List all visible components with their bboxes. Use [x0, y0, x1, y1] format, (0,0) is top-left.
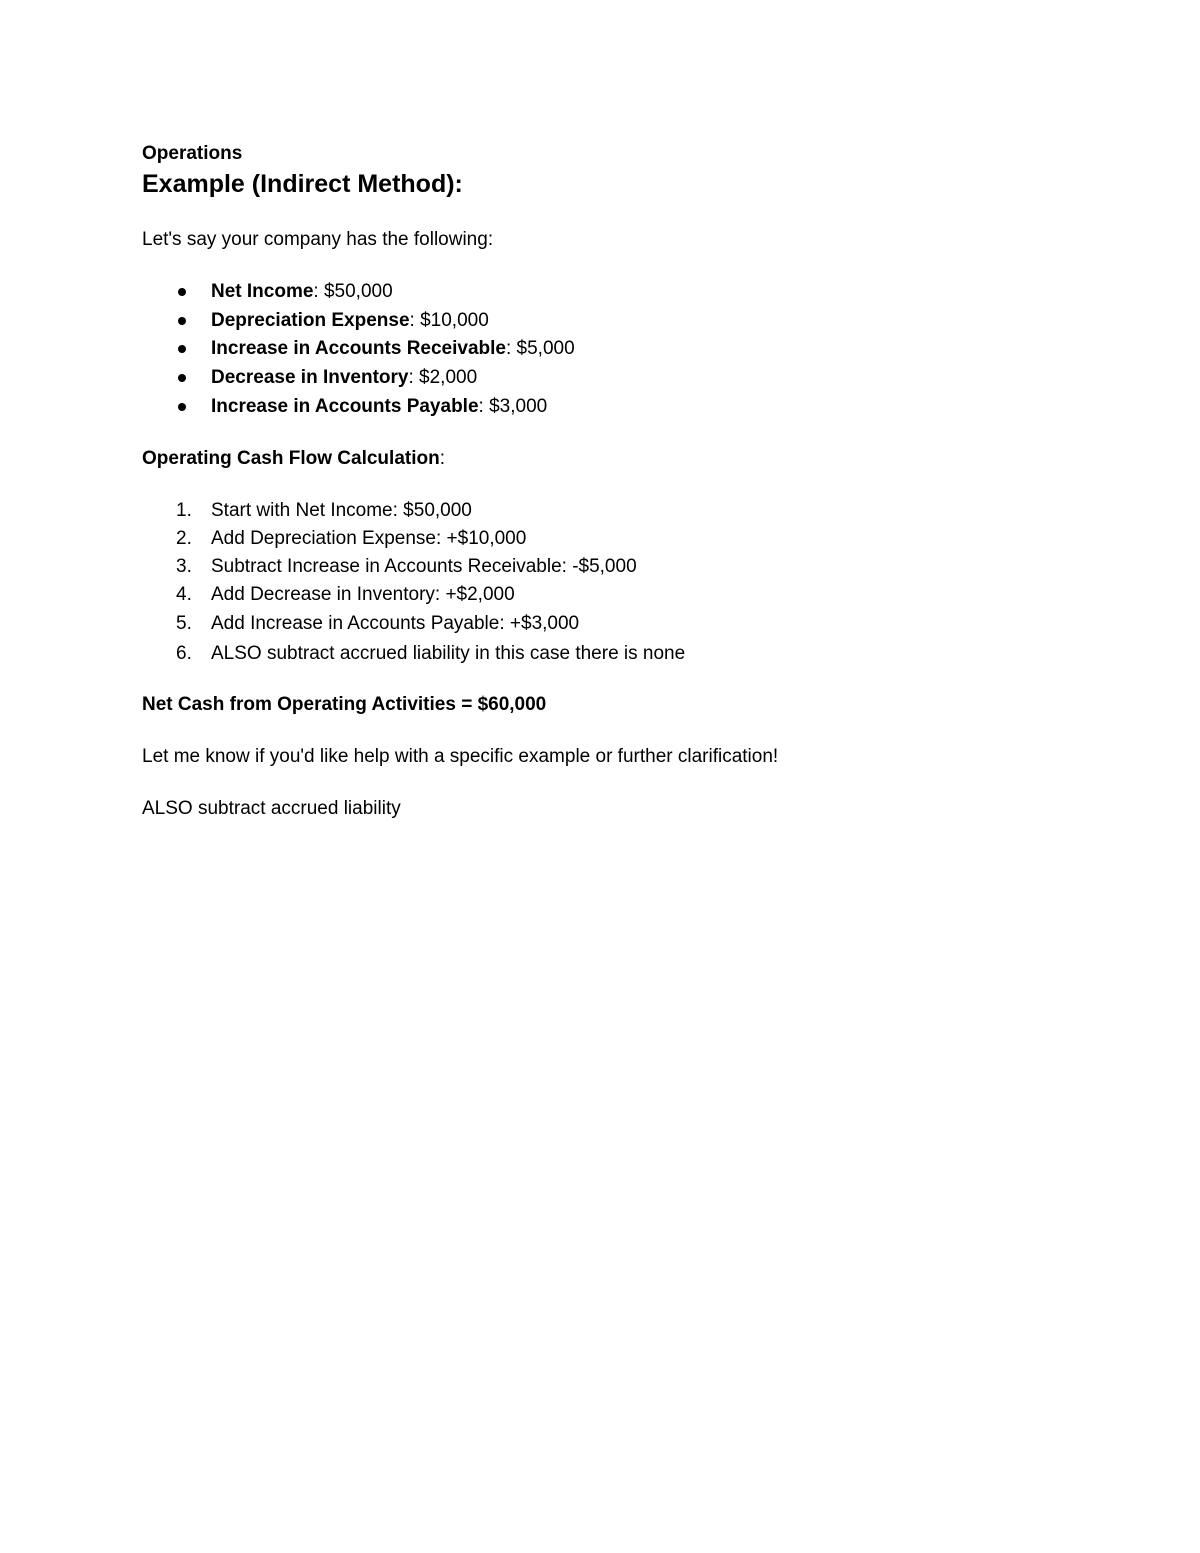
- item-term: Net Income: [211, 281, 314, 302]
- step-text: Add Increase in Accounts Payable: +$3,000: [211, 613, 580, 634]
- step-number: 5.: [176, 613, 192, 634]
- list-item: [0, 614, 1200, 636]
- step-number: 1.: [176, 500, 192, 521]
- section-label: Operations: [142, 143, 243, 164]
- closing-paragraph: Let me know if you'd like help with a specific example or further clarification!: [142, 746, 779, 767]
- item-term: Decrease in Inventory: [211, 367, 409, 388]
- item-term: Increase in Accounts Receivable: [211, 338, 506, 359]
- note-paragraph: ALSO subtract accrued liability: [142, 798, 401, 819]
- list-item: [0, 557, 1200, 579]
- step-text: Add Depreciation Expense: +$10,000: [211, 528, 527, 549]
- item-value: : $10,000: [409, 310, 489, 331]
- step-text: ALSO subtract accrued liability in this case there is none: [211, 643, 686, 664]
- step-number: 2.: [176, 528, 192, 549]
- item-value: : $5,000: [505, 338, 575, 359]
- net-cash-summary: Net Cash from Operating Activities = $60,000: [142, 694, 547, 715]
- calculation-label-suffix: :: [439, 448, 445, 469]
- step-text: Subtract Increase in Accounts Receivable: -$5,000: [211, 556, 637, 577]
- item-value: : $3,000: [478, 396, 548, 417]
- step-text: Start with Net Income: $50,000: [211, 500, 472, 521]
- bullet-icon: [178, 403, 186, 411]
- calculation-label-term: Operating Cash Flow Calculation: [142, 448, 440, 469]
- list-item: [0, 339, 1200, 361]
- item-value: : $50,000: [313, 281, 393, 302]
- bullet-icon: [178, 345, 186, 353]
- bullet-icon: [178, 288, 186, 296]
- intro-paragraph: Let's say your company has the following:: [142, 229, 494, 250]
- bullet-icon: [178, 374, 186, 382]
- list-item: [0, 529, 1200, 551]
- list-item: [0, 644, 1200, 666]
- step-text: Add Decrease in Inventory: +$2,000: [211, 584, 515, 605]
- list-item: [0, 282, 1200, 304]
- list-item: [0, 311, 1200, 333]
- item-value: : $2,000: [408, 367, 478, 388]
- list-item: [0, 585, 1200, 607]
- step-number: 4.: [176, 584, 192, 605]
- list-item: [0, 501, 1200, 523]
- step-number: 6.: [176, 643, 192, 664]
- step-number: 3.: [176, 556, 192, 577]
- bullet-icon: [178, 317, 186, 325]
- list-item: [0, 368, 1200, 390]
- item-term: Depreciation Expense: [211, 310, 410, 331]
- calculation-label: [142, 449, 445, 468]
- document-heading: Example (Indirect Method):: [142, 170, 463, 198]
- list-item: [0, 397, 1200, 419]
- item-term: Increase in Accounts Payable: [211, 396, 479, 417]
